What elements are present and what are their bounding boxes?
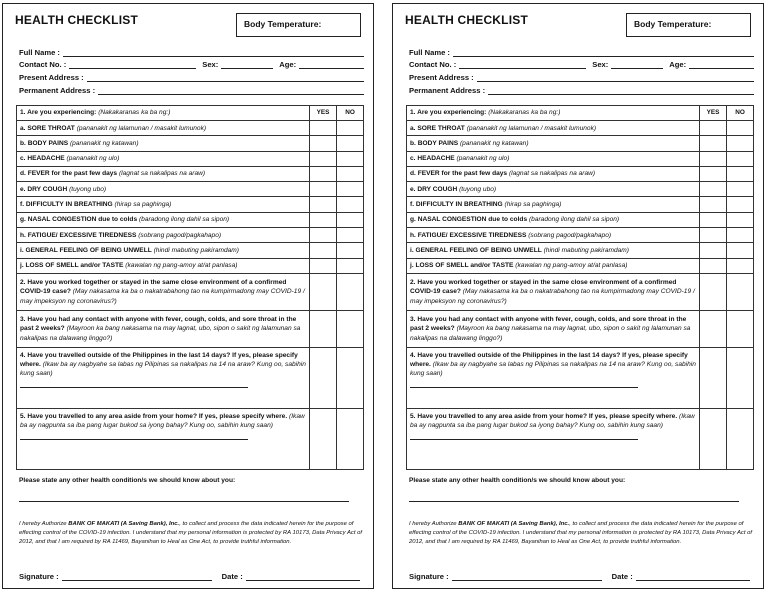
question-1-header-row [17, 106, 364, 121]
symptom-name: d. FEVER for the past few days [20, 170, 118, 178]
question-3-yes-cell[interactable] [700, 310, 727, 347]
sex-field[interactable] [221, 60, 273, 69]
consent-statement [19, 520, 364, 547]
contact-label: Contact No. : [409, 60, 457, 70]
age-label: Age: [669, 60, 687, 70]
symptom-name: g. NASAL CONGESTION due to colds [20, 216, 138, 224]
question-4-cell [407, 347, 700, 408]
full-name-field[interactable] [453, 48, 754, 57]
question-5-no-cell[interactable] [727, 408, 754, 469]
symptom-translation: (hindi mabuting pakiramdam) [543, 246, 629, 254]
question-3-text: 3. Have you had any contact with anyone with fever, cough, colds, and sore throat in the past 2 weeks? [20, 316, 297, 333]
symptom-row [407, 243, 754, 258]
question-3-row [17, 310, 364, 347]
symptom-no-cell[interactable] [727, 212, 754, 227]
date-field[interactable] [636, 573, 750, 581]
symptom-no-cell[interactable] [337, 212, 364, 227]
question-3-yes-cell[interactable] [310, 310, 337, 347]
symptom-name: c. HEADACHE [20, 155, 65, 163]
symptom-translation: (tuyong ubo) [69, 185, 107, 193]
symptom-name: g. NASAL CONGESTION due to colds [410, 216, 528, 224]
signature-row [19, 572, 364, 581]
symptom-translation: (hirap sa paghinga) [504, 201, 562, 209]
body-temperature-box[interactable] [236, 13, 361, 37]
symptom-name: h. FATIGUE/ EXCESSIVE TIREDNESS [20, 231, 137, 239]
question-2-no-cell[interactable] [337, 273, 364, 310]
body-temperature-label: Body Temperature: [244, 19, 322, 29]
symptom-row [17, 212, 364, 227]
question-2-cell [407, 273, 700, 310]
symptom-row [17, 166, 364, 181]
symptom-name: h. FATIGUE/ EXCESSIVE TIREDNESS [410, 231, 527, 239]
full-name-row [19, 44, 364, 57]
question-4-translation: (Ikaw ba ay nagbyahe sa labas ng Pilipinas sa nakalipas na 14 na araw? Kung oo, sabihin kung saan) [410, 361, 696, 378]
question-5-translation: (Ikaw ba ay nagpunta sa iba pang lugar bukod sa iyong bahay? Kung oo, sabihin kung saan) [20, 412, 305, 430]
symptom-row [17, 151, 364, 166]
age-field[interactable] [299, 60, 364, 69]
symptom-translation: (baradong ilong dahil sa sipon) [528, 216, 620, 224]
symptom-no-cell[interactable] [727, 228, 754, 243]
other-health-conditions-field[interactable] [409, 501, 739, 502]
symptom-row [17, 228, 364, 243]
no-column-header: NO [337, 106, 364, 121]
question-4-row [17, 347, 364, 408]
date-field[interactable] [246, 573, 360, 581]
question-5-row [17, 408, 364, 469]
symptom-yes-cell[interactable] [700, 258, 727, 273]
form-title: HEALTH CHECKLIST [405, 13, 528, 27]
permanent-address-row [19, 82, 364, 95]
symptom-no-cell[interactable] [727, 243, 754, 258]
symptom-no-cell[interactable] [727, 182, 754, 197]
consent-bank-name: BANK OF MAKATI (A Saving Bank), Inc. [458, 521, 570, 527]
symptom-cell [407, 121, 700, 136]
symptom-name: e. DRY COUGH [20, 185, 68, 193]
personal-info-fields [19, 44, 364, 95]
question-4-answer-line[interactable] [410, 382, 638, 388]
symptom-translation: (hirap sa paghinga) [114, 201, 172, 209]
symptom-checklist-table [16, 105, 364, 470]
present-address-row [409, 69, 754, 82]
symptom-row [17, 197, 364, 212]
symptom-translation: (sobrang pagod/pagkahapo) [528, 231, 612, 239]
symptom-row [407, 182, 754, 197]
question-2-translation: (May nakasama ka ba o nakatrabahong tao na kumpirmadong may COVID-19 / may impeksyon ng coronavirus?) [20, 288, 305, 305]
symptom-no-cell[interactable] [727, 166, 754, 181]
symptom-cell [17, 136, 310, 151]
consent-text-end: , to collect and process the data indicated herein for the purpose of effecting control of the COVID-19 infection. I understand that my personal information is protected by RA 10173, Data Privacy Act of 2012, and that I am required by RA 11469, Bayanihan to Heal as One Act, to provide truthful information. [409, 521, 753, 546]
symptom-name: a. SORE THROAT [20, 124, 75, 132]
signature-label: Signature : [409, 572, 449, 581]
health-checklist-form-right [392, 3, 764, 589]
contact-field[interactable] [459, 60, 586, 69]
contact-row [19, 57, 364, 70]
other-health-conditions-label: Please state any other health condition/s we should know about you: [19, 477, 236, 484]
question-3-row [407, 310, 754, 347]
consent-text-end: , to collect and process the data indicated herein for the purpose of effecting control of the COVID-19 infection. I understand that my personal information is protected by RA 10173, Data Privacy Act of 2012, and that I am required by RA 11469, Bayanihan to Heal as One Act, to provide truthful information. [19, 521, 363, 546]
permanent-address-field[interactable] [488, 86, 754, 95]
question-1-translation: (Nakakaranas ka ba ng:) [488, 109, 561, 117]
symptom-translation: (pananakit ng katawan) [459, 139, 529, 147]
question-5-text: 5. Have you travelled to any area aside from your home? If yes, please specify where. [410, 412, 678, 420]
symptom-row [407, 212, 754, 227]
symptom-translation: (kawalan ng pang-amoy at/at panlasa) [125, 262, 238, 270]
symptom-yes-cell[interactable] [700, 197, 727, 212]
symptom-row [407, 197, 754, 212]
sex-field[interactable] [611, 60, 663, 69]
question-3-cell [407, 310, 700, 347]
symptom-row [17, 121, 364, 136]
symptom-yes-cell[interactable] [700, 151, 727, 166]
symptom-no-cell[interactable] [727, 121, 754, 136]
question-4-no-cell[interactable] [727, 347, 754, 408]
symptom-row [407, 121, 754, 136]
symptom-no-cell[interactable] [337, 121, 364, 136]
question-1-cell [407, 106, 700, 121]
symptom-cell [17, 182, 310, 197]
symptom-translation: (pananakit ng lalamunan / masakit lumunok) [76, 124, 207, 132]
present-address-label: Present Address : [19, 73, 84, 83]
yes-column-header: YES [700, 106, 727, 121]
symptom-no-cell[interactable] [727, 151, 754, 166]
symptom-name: f. DIFFICULTY IN BREATHING [20, 201, 113, 209]
question-2-yes-cell[interactable] [310, 273, 337, 310]
symptom-no-cell[interactable] [337, 243, 364, 258]
full-name-label: Full Name : [19, 47, 60, 57]
consent-bank-name: BANK OF MAKATI (A Saving Bank), Inc. [68, 521, 180, 527]
contact-field[interactable] [69, 60, 196, 69]
consent-text-start: I hereby Authorize [19, 521, 69, 527]
body-temperature-label: Body Temperature: [634, 19, 712, 29]
symptom-translation: (baradong ilong dahil sa sipon) [138, 216, 230, 224]
symptom-no-cell[interactable] [337, 258, 364, 273]
symptom-translation: (lagnat sa nakalipas na araw) [508, 170, 596, 178]
question-5-yes-cell[interactable] [700, 408, 727, 469]
symptom-translation: (lagnat sa nakalipas na araw) [118, 170, 206, 178]
symptom-no-cell[interactable] [337, 151, 364, 166]
symptom-no-cell[interactable] [337, 166, 364, 181]
symptom-cell [407, 166, 700, 181]
symptom-name: b. BODY PAINS [410, 139, 459, 147]
symptom-name: d. FEVER for the past few days [410, 170, 508, 178]
symptom-yes-cell[interactable] [700, 121, 727, 136]
symptom-name: i. GENERAL FEELING OF BEING UNWELL [410, 246, 542, 254]
form-title: HEALTH CHECKLIST [15, 13, 138, 27]
symptom-yes-cell[interactable] [310, 166, 337, 181]
symptom-name: a. SORE THROAT [410, 124, 465, 132]
symptom-no-cell[interactable] [337, 182, 364, 197]
symptom-translation: (pananakit ng lalamunan / masakit lumunok) [466, 124, 597, 132]
symptom-yes-cell[interactable] [310, 182, 337, 197]
question-5-cell [407, 408, 700, 469]
question-1-header-row [407, 106, 754, 121]
symptom-no-cell[interactable] [337, 136, 364, 151]
question-3-translation: (Mayroon ka bang nakasama na may lagnat, ubo, sipon o sakit ng lalamunan sa nakalipas na dalawang linggo?) [20, 325, 301, 342]
question-4-translation: (Ikaw ba ay nagbyahe sa labas ng Pilipinas sa nakalipas na 14 na araw? Kung oo, sabihin kung saan) [20, 361, 306, 378]
question-2-yes-cell[interactable] [700, 273, 727, 310]
symptom-yes-cell[interactable] [310, 136, 337, 151]
symptom-cell [407, 243, 700, 258]
symptom-name: j. LOSS OF SMELL and/or TASTE [20, 262, 124, 270]
question-2-row [17, 273, 364, 310]
symptom-yes-cell[interactable] [310, 151, 337, 166]
contact-row [409, 57, 754, 70]
date-label: Date : [221, 572, 243, 581]
symptom-cell [17, 258, 310, 273]
question-3-no-cell[interactable] [337, 310, 364, 347]
full-name-field[interactable] [63, 48, 364, 57]
no-column-header: NO [727, 106, 754, 121]
age-field[interactable] [689, 60, 754, 69]
symptom-yes-cell[interactable] [310, 197, 337, 212]
question-5-answer-line[interactable] [410, 434, 638, 440]
symptom-cell [407, 197, 700, 212]
sex-label: Sex: [592, 60, 609, 70]
symptom-row [407, 228, 754, 243]
full-name-label: Full Name : [409, 47, 450, 57]
symptom-cell [17, 121, 310, 136]
symptom-translation: (kawalan ng pang-amoy at/at panlasa) [515, 262, 628, 270]
question-4-row [407, 347, 754, 408]
symptom-cell [17, 151, 310, 166]
present-address-field[interactable] [477, 73, 754, 82]
other-health-conditions-label: Please state any other health condition/s we should know about you: [409, 477, 626, 484]
question-4-answer-line[interactable] [20, 382, 248, 388]
symptom-no-cell[interactable] [727, 258, 754, 273]
question-1-text: 1. Are you experiencing: [410, 109, 487, 117]
question-2-cell [17, 273, 310, 310]
symptom-cell [407, 182, 700, 197]
question-3-no-cell[interactable] [727, 310, 754, 347]
symptom-row [407, 136, 754, 151]
present-address-field[interactable] [87, 73, 364, 82]
symptom-no-cell[interactable] [727, 136, 754, 151]
signature-field[interactable] [452, 573, 602, 581]
question-3-translation: (Mayroon ka bang nakasama na may lagnat, ubo, sipon o sakit ng lalamunan sa nakalipas na dalawang linggo?) [410, 325, 691, 342]
age-label: Age: [279, 60, 297, 70]
symptom-rows [17, 121, 364, 274]
symptom-yes-cell[interactable] [700, 182, 727, 197]
symptom-checklist-table [406, 105, 754, 470]
question-5-row [407, 408, 754, 469]
symptom-row [17, 258, 364, 273]
question-5-no-cell[interactable] [337, 408, 364, 469]
permanent-address-row [409, 82, 754, 95]
question-4-yes-cell[interactable] [310, 347, 337, 408]
question-5-cell [17, 408, 310, 469]
symptom-cell [17, 212, 310, 227]
question-4-no-cell[interactable] [337, 347, 364, 408]
question-2-row [407, 273, 754, 310]
symptom-row [17, 136, 364, 151]
question-1-translation: (Nakakaranas ka ba ng:) [98, 109, 171, 117]
symptom-yes-cell[interactable] [310, 258, 337, 273]
full-name-row [409, 44, 754, 57]
symptom-name: c. HEADACHE [410, 155, 455, 163]
symptom-translation: (pananakit ng ulo) [456, 155, 510, 163]
symptom-cell [407, 136, 700, 151]
symptom-row [407, 258, 754, 273]
question-3-cell [17, 310, 310, 347]
symptom-cell [407, 212, 700, 227]
sex-label: Sex: [202, 60, 219, 70]
symptom-row [407, 166, 754, 181]
other-health-conditions-field[interactable] [19, 501, 349, 502]
symptom-cell [17, 228, 310, 243]
signature-field[interactable] [62, 573, 212, 581]
symptom-yes-cell[interactable] [310, 121, 337, 136]
question-5-yes-cell[interactable] [310, 408, 337, 469]
question-4-cell [17, 347, 310, 408]
question-4-text: 4. Have you travelled outside of the Philippines in the last 14 days? If yes, please specify where. [20, 351, 298, 369]
health-checklist-form-left [2, 3, 374, 589]
symptom-name: j. LOSS OF SMELL and/or TASTE [410, 262, 514, 270]
symptom-rows [407, 121, 754, 274]
symptom-no-cell[interactable] [337, 228, 364, 243]
question-2-text: 2. Have you worked together or stayed in the same close environment of a confirmed COVID-19 case? [410, 279, 677, 296]
question-2-no-cell[interactable] [727, 273, 754, 310]
symptom-yes-cell[interactable] [310, 228, 337, 243]
yes-column-header: YES [310, 106, 337, 121]
symptom-name: b. BODY PAINS [20, 139, 69, 147]
permanent-address-label: Permanent Address : [409, 85, 486, 95]
symptom-translation: (tuyong ubo) [459, 185, 497, 193]
question-2-translation: (May nakasama ka ba o nakatrabahong tao na kumpirmadong may COVID-19 / may impeksyon ng coronavirus?) [410, 288, 695, 305]
symptom-row [407, 151, 754, 166]
question-3-text: 3. Have you had any contact with anyone with fever, cough, colds, and sore throat in the past 2 weeks? [410, 316, 687, 333]
symptom-name: f. DIFFICULTY IN BREATHING [410, 201, 503, 209]
consent-text-start: I hereby Authorize [409, 521, 459, 527]
symptom-cell [17, 243, 310, 258]
symptom-name: e. DRY COUGH [410, 185, 458, 193]
question-4-yes-cell[interactable] [700, 347, 727, 408]
question-1-cell [17, 106, 310, 121]
symptom-no-cell[interactable] [727, 197, 754, 212]
symptom-cell [407, 228, 700, 243]
symptom-cell [17, 197, 310, 212]
symptom-yes-cell[interactable] [700, 212, 727, 227]
symptom-name: i. GENERAL FEELING OF BEING UNWELL [20, 246, 152, 254]
date-label: Date : [611, 572, 633, 581]
question-5-text: 5. Have you travelled to any area aside from your home? If yes, please specify where. [20, 412, 288, 420]
question-5-answer-line[interactable] [20, 434, 248, 440]
question-1-text: 1. Are you experiencing: [20, 109, 97, 117]
permanent-address-label: Permanent Address : [19, 85, 96, 95]
question-2-text: 2. Have you worked together or stayed in the same close environment of a confirmed COVID-19 case? [20, 279, 287, 296]
symptom-no-cell[interactable] [337, 197, 364, 212]
symptom-cell [407, 151, 700, 166]
symptom-cell [17, 166, 310, 181]
question-5-translation: (Ikaw ba ay nagpunta sa iba pang lugar bukod sa iyong bahay? Kung oo, sabihin kung saan) [410, 412, 695, 430]
body-temperature-box[interactable] [626, 13, 751, 37]
symptom-yes-cell[interactable] [310, 243, 337, 258]
symptom-yes-cell[interactable] [700, 136, 727, 151]
symptom-yes-cell[interactable] [310, 212, 337, 227]
signature-row [409, 572, 754, 581]
symptom-cell [407, 258, 700, 273]
symptom-yes-cell[interactable] [700, 166, 727, 181]
question-4-text: 4. Have you travelled outside of the Philippines in the last 14 days? If yes, please specify where. [410, 351, 688, 369]
symptom-translation: (pananakit ng ulo) [66, 155, 120, 163]
symptom-yes-cell[interactable] [700, 243, 727, 258]
symptom-row [17, 182, 364, 197]
symptom-row [17, 243, 364, 258]
present-address-label: Present Address : [409, 73, 474, 83]
present-address-row [19, 69, 364, 82]
symptom-translation: (sobrang pagod/pagkahapo) [138, 231, 222, 239]
personal-info-fields [409, 44, 754, 95]
symptom-yes-cell[interactable] [700, 228, 727, 243]
symptom-translation: (hindi mabuting pakiramdam) [153, 246, 239, 254]
symptom-translation: (pananakit ng katawan) [69, 139, 139, 147]
signature-label: Signature : [19, 572, 59, 581]
permanent-address-field[interactable] [98, 86, 364, 95]
contact-label: Contact No. : [19, 60, 67, 70]
consent-statement [409, 520, 754, 547]
